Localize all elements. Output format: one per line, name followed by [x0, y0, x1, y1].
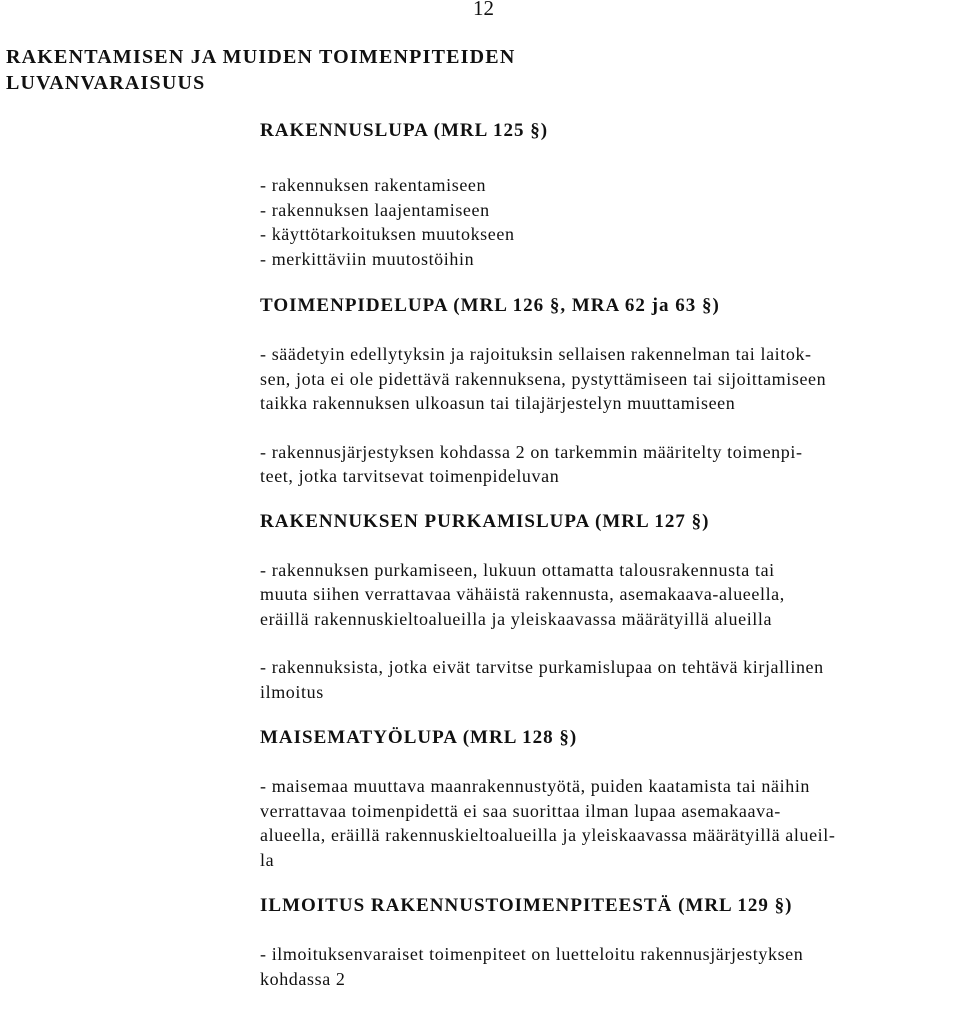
list-item: - rakennuksen laajentamiseen	[260, 199, 490, 220]
section-heading: RAKENNUSLUPA (MRL 125 §)	[260, 120, 549, 141]
paragraph-block	[260, 655, 960, 704]
paragraph-line: - maisemaa muuttava maanrakennustyötä, puiden kaatamista tai näihin	[260, 776, 811, 796]
page-number: 12	[473, 0, 494, 20]
paragraph-line: - rakennusjärjestyksen kohdassa 2 on tarkemmin määritelty toimenpi-	[260, 441, 803, 462]
paragraph-line: la	[260, 849, 275, 870]
paragraph-line: eräillä rakennuskieltoalueilla ja yleiskaavassa määrätyillä alueilla	[260, 608, 773, 629]
list-item: - käyttötarkoituksen muutokseen	[260, 224, 515, 244]
section-toimenpidelupa	[260, 294, 960, 489]
paragraph-line: - rakennuksista, jotka eivät tarvitse purkamislupaa on tehtävä kirjallinen	[260, 657, 824, 677]
paragraph-block	[260, 774, 960, 872]
paragraph-block	[260, 440, 960, 489]
paragraph-block	[260, 942, 960, 991]
list-item: - rakennuksen rakentamiseen	[260, 175, 487, 195]
document-title-line: RAKENTAMISEN JA MUIDEN TOIMENPITEIDEN	[6, 46, 516, 68]
paragraph-line: - rakennuksen purkamiseen, lukuun ottamatta talousrakennusta tai	[260, 559, 775, 580]
section-heading: RAKENNUKSEN PURKAMISLUPA (MRL 127 §)	[260, 510, 710, 532]
list-item: - merkittäviin muutostöihin	[260, 248, 475, 269]
paragraph-line: ilmoitus	[260, 681, 324, 702]
paragraph-line: verrattavaa toimenpidettä ei saa suorittaa ilman lupaa asemakaava-	[260, 800, 781, 821]
document-body	[260, 119, 960, 991]
section-heading: TOIMENPIDELUPA (MRL 126 §, MRA 62 ja 63 §)	[260, 295, 720, 316]
paragraph-line: alueella, eräillä rakennuskieltoalueilla ja yleiskaavassa määrätyillä alueil-	[260, 825, 836, 845]
section-heading: ILMOITUS RAKENNUSTOIMENPITEESTÄ (MRL 129 §)	[260, 895, 793, 916]
paragraph-line: sen, jota ei ole pidettävä rakennuksena, pystyttämiseen tai sijoittamiseen	[260, 368, 827, 389]
section-ilmoitus	[260, 894, 960, 991]
paragraph-line: - ilmoituksenvaraiset toimenpiteet on luetteloitu rakennusjärjestyksen	[260, 944, 804, 964]
paragraph-line: taikka rakennuksen ulkoasun tai tilajärjestelyn muuttamiseen	[260, 393, 736, 413]
list-block	[260, 173, 960, 271]
paragraph-line: - säädetyin edellytyksin ja rajoituksin sellaisen rakennelman tai laitok-	[260, 344, 812, 364]
document-title-line: LUVANVARAISUUS	[6, 72, 206, 94]
paragraph-line: kohdassa 2	[260, 968, 346, 989]
paragraph-line: muuta siihen verrattavaa vähäistä rakennusta, asemakaava-alueella,	[260, 584, 785, 604]
paragraph-block	[260, 342, 960, 416]
document-title	[6, 44, 706, 96]
paragraph-line: teet, jotka tarvitsevat toimenpideluvan	[260, 466, 560, 486]
section-purkamislupa	[260, 510, 960, 705]
paragraph-block	[260, 558, 960, 632]
section-maisematyolupa	[260, 726, 960, 872]
section-heading: MAISEMATYÖLUPA (MRL 128 §)	[260, 727, 578, 748]
section-rakennuslupa	[260, 119, 960, 271]
